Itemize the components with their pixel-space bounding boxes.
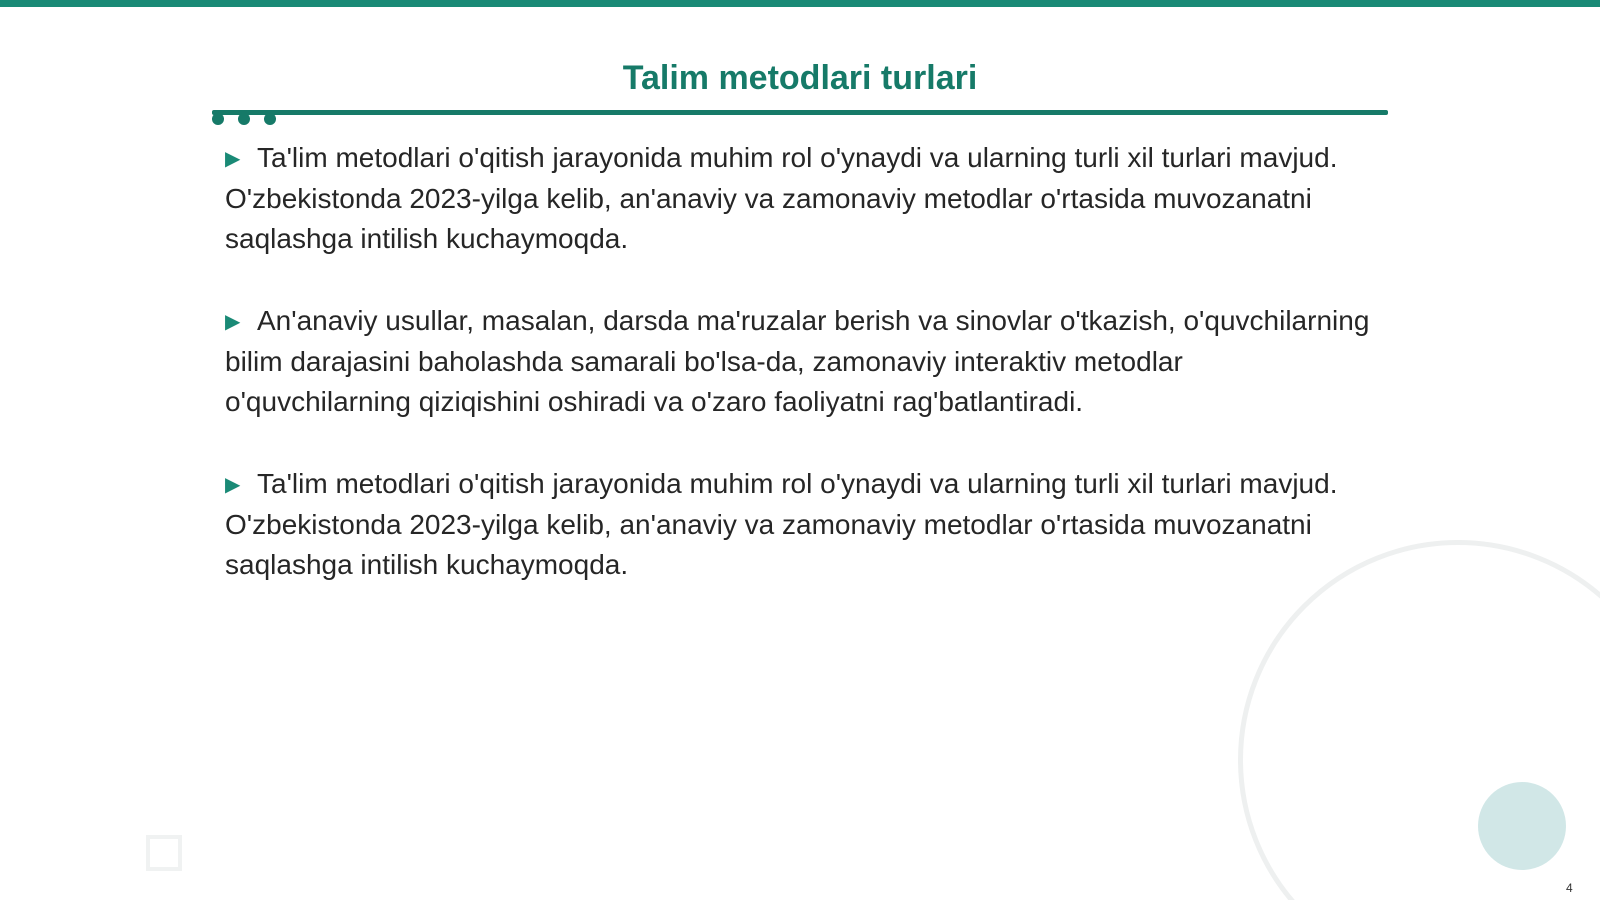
page-number: 4: [1566, 881, 1573, 895]
bullet-paragraph-3: [225, 464, 1375, 585]
decoration-dot: [212, 113, 224, 125]
bullet-paragraph-2: [225, 301, 1375, 422]
bullet-text: Ta'lim metodlari o'qitish jarayonida muhim rol o'ynaydi va ularning turli xil turlari mavjud. O'zbekistonda 2023-yilga kelib, an'anaviy va zamonaviy metodlar o'rtasida muvozanatni saqlashga intilish kuchaymoqda.: [225, 468, 1338, 580]
title-dots-decoration: [212, 113, 282, 127]
triangle-bullet-icon: ▶: [225, 148, 241, 170]
triangle-bullet-icon: ▶: [225, 311, 241, 333]
bullet-text: Ta'lim metodlari o'qitish jarayonida muhim rol o'ynaydi va ularning turli xil turlari mavjud. O'zbekistonda 2023-yilga kelib, an'anaviy va zamonaviy metodlar o'rtasida muvozanatni saqlashga intilish kuchaymoqda.: [225, 142, 1338, 254]
bullet-list: [225, 138, 1375, 627]
triangle-bullet-icon: ▶: [225, 474, 241, 496]
decoration-dot: [238, 113, 250, 125]
decorative-square: [146, 835, 182, 871]
top-accent-bar: [0, 0, 1600, 7]
decorative-circle: [1478, 782, 1566, 870]
bullet-paragraph-1: [225, 138, 1375, 259]
bullet-text: An'anaviy usullar, masalan, darsda ma'ruzalar berish va sinovlar o'tkazish, o'quvchilarning bilim darajasini baholashda samarali bo'lsa-da, zamonaviy interaktiv metodlar o'quvchilarning qiziqishini oshiradi va o'zaro faoliyatni rag'batlantiradi.: [225, 305, 1370, 417]
slide-title: Talim metodlari turlari: [622, 59, 978, 97]
decoration-dot: [264, 113, 276, 125]
title-underline: [212, 110, 1388, 115]
